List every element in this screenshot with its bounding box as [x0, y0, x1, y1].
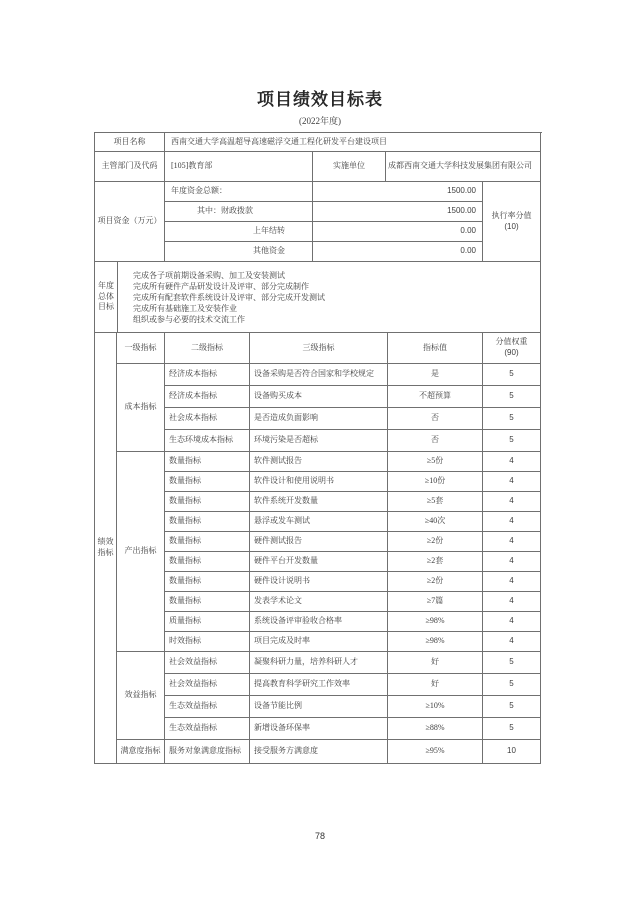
indicator-level2: 经济成本指标: [165, 386, 250, 408]
funding-row-value: 1500.00: [313, 182, 483, 202]
goal-line: 完成各子项前期设备采购、加工及安装测试: [133, 270, 285, 280]
indicator-weight: 4: [483, 472, 541, 492]
annual-goal-text: [118, 262, 541, 333]
funding-row-value: 0.00: [313, 222, 483, 242]
indicator-level2: 数量指标: [165, 532, 250, 552]
goal-line: 组织或参与必要的技术交流工作: [133, 314, 245, 324]
indicator-level2: 数量指标: [165, 472, 250, 492]
project-name-row: [95, 133, 542, 152]
indicator-level3: 设备采购是否符合国家和学校规定: [250, 364, 388, 386]
project-name-label: 项目名称: [95, 133, 165, 152]
header-level1: 一级指标: [117, 333, 165, 364]
indicator-level2: 数量指标: [165, 572, 250, 592]
indicator-value: ≥10份: [388, 472, 483, 492]
indicator-weight: 4: [483, 532, 541, 552]
header-weight: [483, 333, 541, 364]
indicator-value: ≥88%: [388, 718, 483, 740]
indicator-level3: 项目完成及时率: [250, 632, 388, 652]
indicator-level3: 是否造成负面影响: [250, 408, 388, 430]
indicator-value: ≥2份: [388, 572, 483, 592]
implementer-label: 实施单位: [313, 152, 386, 182]
group-label-satisfaction: 满意度指标: [117, 740, 165, 764]
indicator-value: ≥10%: [388, 696, 483, 718]
indicators-section: [95, 333, 542, 764]
indicator-value: ≥2份: [388, 532, 483, 552]
indicator-weight: 4: [483, 612, 541, 632]
indicator-level3: 新增设备环保率: [250, 718, 388, 740]
indicator-level2: 社会效益指标: [165, 674, 250, 696]
department-value: [105]教育部: [165, 152, 313, 182]
indicator-value: 否: [388, 408, 483, 430]
indicator-level3: 软件系统开发数量: [250, 492, 388, 512]
execution-rate-score-line1: 执行率分值: [491, 210, 532, 220]
indicator-level3: 设备节能比例: [250, 696, 388, 718]
indicator-value: 好: [388, 674, 483, 696]
indicator-value: 是: [388, 364, 483, 386]
indicator-level2: 社会效益指标: [165, 652, 250, 674]
indicator-level2: 数量指标: [165, 552, 250, 572]
indicator-level3: 系统设备评审验收合格率: [250, 612, 388, 632]
indicator-value: ≥95%: [388, 740, 483, 764]
indicator-weight: 5: [483, 674, 541, 696]
indicator-level2: 生态效益指标: [165, 696, 250, 718]
performance-target-table: [94, 132, 542, 764]
indicator-level3: 凝聚科研力量，培养科研人才: [250, 652, 388, 674]
indicator-level2: 质量指标: [165, 612, 250, 632]
indicator-weight: 5: [483, 386, 541, 408]
implementer-value: 成都西南交通大学科技发展集团有限公司: [386, 152, 541, 182]
indicator-value: ≥5份: [388, 452, 483, 472]
page-number: 78: [314, 831, 325, 841]
indicator-weight: 4: [483, 572, 541, 592]
page-subtitle: (2022年度): [299, 116, 341, 126]
indicator-weight: 5: [483, 652, 541, 674]
indicator-level3: 悬浮或发车测试: [250, 512, 388, 532]
indicator-level2: 生态效益指标: [165, 718, 250, 740]
indicator-level2: 数量指标: [165, 492, 250, 512]
funding-row-label: 上年结转: [165, 222, 313, 242]
indicator-level2: 时效指标: [165, 632, 250, 652]
indicator-level2: 数量指标: [165, 512, 250, 532]
group-label-output: 产出指标: [117, 452, 165, 652]
indicator-value: 好: [388, 652, 483, 674]
indicator-level3: 发表学术论文: [250, 592, 388, 612]
indicator-value: 否: [388, 430, 483, 452]
indicator-value: ≥98%: [388, 612, 483, 632]
indicator-level2: 数量指标: [165, 592, 250, 612]
indicator-weight: 4: [483, 512, 541, 532]
indicator-level3: 接受服务方满意度: [250, 740, 388, 764]
indicator-level3: 软件设计和使用说明书: [250, 472, 388, 492]
indicator-weight: 4: [483, 632, 541, 652]
indicator-weight: 4: [483, 492, 541, 512]
department-label: 主管部门及代码: [95, 152, 165, 182]
indicator-value: ≥98%: [388, 632, 483, 652]
annual-goal-row: [95, 262, 542, 333]
indicator-weight: 10: [483, 740, 541, 764]
indicator-level3: 提高教育科学研究工作效率: [250, 674, 388, 696]
indicator-value: ≥2套: [388, 552, 483, 572]
indicator-weight: 4: [483, 452, 541, 472]
funding-row-value: 0.00: [313, 242, 483, 262]
group-label-benefit: 效益指标: [117, 652, 165, 740]
funding-section: [95, 182, 542, 262]
indicator-value: ≥40次: [388, 512, 483, 532]
indicator-weight: 5: [483, 718, 541, 740]
goal-line: 完成所有硬件产品研发设计及评审、部分完成制作: [133, 281, 309, 291]
page-title: 项目绩效目标表: [257, 90, 383, 109]
group-label-cost: 成本指标: [117, 364, 165, 452]
funding-row-label: 其他资金: [165, 242, 313, 262]
funding-row-label: 年度资金总额：: [165, 182, 313, 202]
indicator-weight: 4: [483, 552, 541, 572]
indicator-level2: 经济成本指标: [165, 364, 250, 386]
indicator-level2: 数量指标: [165, 452, 250, 472]
indicator-level3: 环境污染是否超标: [250, 430, 388, 452]
project-name-value: 西南交通大学高温超导高速磁浮交通工程化研发平台建设项目: [165, 133, 541, 152]
indicator-value: 不超预算: [388, 386, 483, 408]
execution-rate-score: [483, 182, 541, 262]
indicator-value: ≥7篇: [388, 592, 483, 612]
goal-line: 完成所有基础施工及安装作业: [133, 303, 237, 313]
header-level3: 三级指标: [250, 333, 388, 364]
funding-row-label: 其中：财政拨款: [165, 202, 313, 222]
indicator-value: ≥5套: [388, 492, 483, 512]
funding-label: 项目资金（万元）: [95, 182, 165, 262]
performance-indicator-side-label: 绩效指标: [95, 333, 117, 764]
indicator-level3: 硬件设计说明书: [250, 572, 388, 592]
department-row: [95, 152, 542, 182]
indicator-weight: 5: [483, 696, 541, 718]
funding-row-value: 1500.00: [313, 202, 483, 222]
header-level2: 二级指标: [165, 333, 250, 364]
indicator-level2: 生态环境成本指标: [165, 430, 250, 452]
indicator-level3: 硬件测试报告: [250, 532, 388, 552]
indicator-level2: 社会成本指标: [165, 408, 250, 430]
header-weight-line1: 分值权重: [495, 337, 528, 347]
indicator-weight: 5: [483, 364, 541, 386]
indicator-level3: 软件测试报告: [250, 452, 388, 472]
indicator-level3: 硬件平台开发数量: [250, 552, 388, 572]
indicator-level3: 设备购买成本: [250, 386, 388, 408]
goal-line: 完成所有配套软件系统设计及评审、部分完成开发测试: [133, 292, 325, 302]
execution-rate-score-line2: (10): [504, 221, 519, 231]
header-value: 指标值: [388, 333, 483, 364]
indicator-weight: 5: [483, 430, 541, 452]
annual-goal-label: 年度总体目标: [95, 262, 118, 333]
header-weight-line2: (90): [504, 348, 519, 357]
indicator-weight: 5: [483, 408, 541, 430]
indicator-weight: 4: [483, 592, 541, 612]
indicator-level2: 服务对象满意度指标: [165, 740, 250, 764]
